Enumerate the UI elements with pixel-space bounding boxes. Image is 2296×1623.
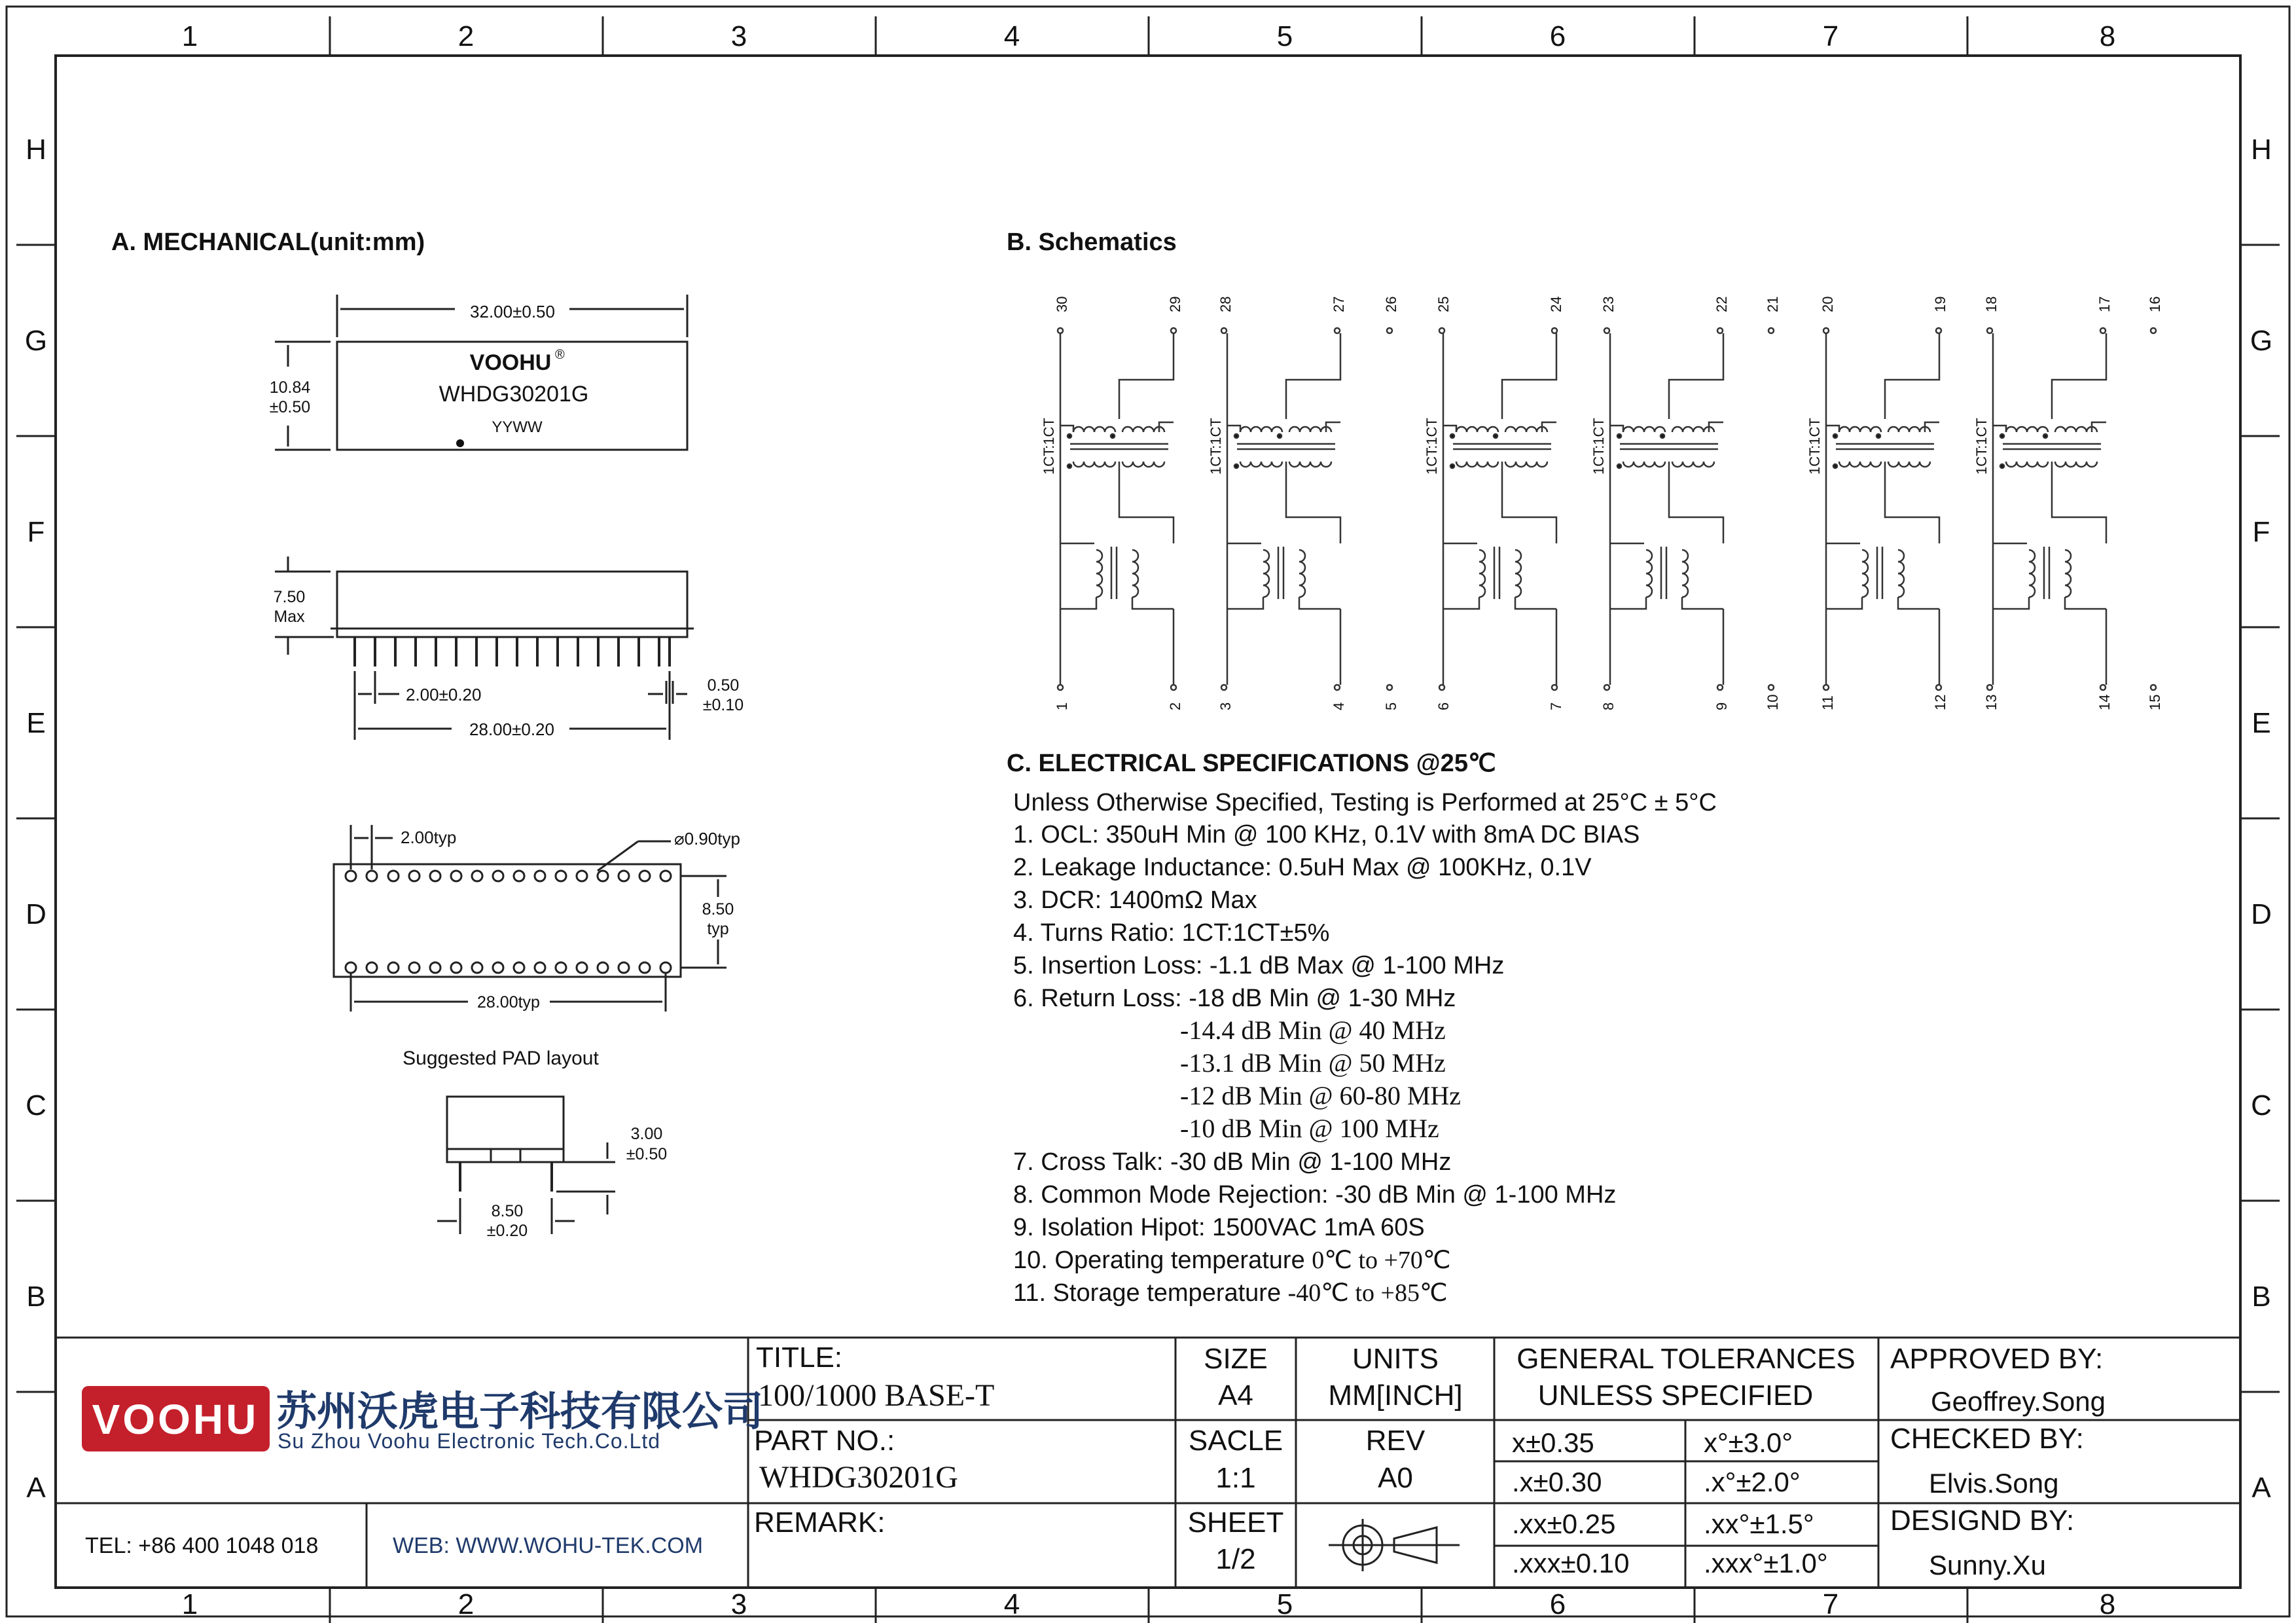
row-label-left: B	[26, 1281, 46, 1313]
body-brand: VOOHU	[469, 350, 552, 375]
row-label-right: C	[2251, 1089, 2272, 1122]
electrical-section	[1007, 750, 1717, 1307]
top-pin-label: 27	[1331, 296, 1347, 312]
zone-labels	[25, 20, 2272, 1620]
electrical-intro: Unless Otherwise Specified, Testing is Performed at 25°C ± 5°C	[1013, 789, 1717, 816]
logo-text: VOOHU	[92, 1396, 259, 1443]
designed-label: DESIGND BY:	[1890, 1504, 2075, 1537]
bottom-pin-label: 7	[1548, 702, 1564, 710]
turns-ratio-label: 1CT:1CT	[1041, 418, 1057, 475]
body-datecode: YYWW	[492, 418, 543, 436]
turns-ratio-label: 1CT:1CT	[1590, 418, 1607, 475]
row-label-right: H	[2251, 134, 2272, 166]
top-pin-label: 18	[1983, 296, 2000, 312]
rev-value: A0	[1378, 1462, 1413, 1494]
top-pin-label: 24	[1548, 296, 1564, 312]
spec-line: -10 dB Min @ 100 MHz	[1180, 1114, 1439, 1143]
dim-body-length: 32.00±0.50	[470, 302, 555, 321]
schematics-heading: B. Schematics	[1007, 228, 1177, 256]
units-label: UNITS	[1352, 1343, 1439, 1375]
dim-pin-length-tol: ±0.50	[626, 1145, 668, 1163]
title-label: TITLE:	[756, 1341, 843, 1374]
mechanical-heading: A. MECHANICAL(unit:mm)	[111, 228, 425, 256]
units-value: MM[INCH]	[1328, 1379, 1463, 1412]
col-label-bottom: 1	[181, 1588, 198, 1620]
size-label: SIZE	[1204, 1343, 1268, 1375]
schematic-pin-labels	[1041, 297, 2163, 710]
col-label-top: 5	[1276, 20, 1293, 52]
dim-height-max: Max	[274, 608, 305, 626]
spec-line: 5. Insertion Loss: -1.1 dB Max @ 1-100 MHz	[1013, 952, 1505, 979]
turns-ratio-label: 1CT:1CT	[1806, 418, 1823, 475]
pad-layout-caption: Suggested PAD layout	[403, 1048, 599, 1069]
bottom-pin-label: 9	[1713, 702, 1730, 710]
spec-line: -14.4 dB Min @ 40 MHz	[1180, 1015, 1446, 1045]
tolerances-sublabel: UNLESS SPECIFIED	[1537, 1379, 1814, 1412]
dim-pad-span: 28.00typ	[477, 993, 540, 1012]
projection-symbol-icon	[1329, 1519, 1460, 1571]
body-reg-mark: ®	[555, 348, 565, 362]
part-label: PART NO.:	[754, 1425, 895, 1457]
row-label-right: D	[2251, 898, 2272, 930]
spec-line-range: 0℃ to +70℃	[1312, 1247, 1451, 1274]
bottom-pin-label: 4	[1331, 702, 1347, 710]
dim-pin-width: 0.50	[707, 676, 740, 695]
col-label-top: 7	[1822, 20, 1839, 52]
bottom-pin-label: 13	[1983, 694, 2000, 710]
col-label-top: 4	[1003, 20, 1020, 52]
turns-ratio-label: 1CT:1CT	[1424, 418, 1440, 475]
spec-line	[1013, 1247, 1451, 1274]
bottom-pin-label: 3	[1217, 702, 1234, 710]
top-pin-label: 28	[1217, 296, 1234, 312]
schematic-wiring	[1058, 328, 2156, 690]
tolerance-linear: .xxx±0.10	[1512, 1548, 1630, 1578]
spec-line: 2. Leakage Inductance: 0.5uH Max @ 100KHz, 0.1V	[1013, 854, 1592, 881]
part-value: WHDG30201G	[759, 1460, 958, 1495]
bottom-pin-label: 8	[1600, 702, 1617, 710]
spec-line: 1. OCL: 350uH Min @ 100 KHz, 0.1V with 8mA DC BIAS	[1013, 821, 1640, 848]
spec-line: 9. Isolation Hipot: 1500VAC 1mA 60S	[1013, 1214, 1425, 1241]
col-label-bottom: 7	[1822, 1588, 1839, 1620]
row-label-right: B	[2251, 1281, 2271, 1313]
tolerance-linear: x±0.35	[1512, 1427, 1594, 1458]
scale-label: SACLE	[1188, 1425, 1283, 1457]
top-pin-label: 22	[1713, 296, 1730, 312]
col-label-top: 1	[181, 20, 198, 52]
col-label-bottom: 4	[1003, 1588, 1020, 1620]
spec-line	[1013, 1279, 1448, 1307]
tolerance-linear: .x±0.30	[1512, 1467, 1602, 1497]
col-label-top: 8	[2099, 20, 2116, 52]
spec-line-range: -40℃ to +85℃	[1287, 1279, 1448, 1307]
tolerance-angular: x°±3.0°	[1704, 1427, 1793, 1458]
row-label-right: A	[2251, 1472, 2271, 1504]
dim-body-width-tol: ±0.50	[269, 398, 311, 416]
turns-ratio-label: 1CT:1CT	[1208, 418, 1224, 475]
pad-layout	[334, 825, 729, 1012]
top-pin-label: 30	[1054, 296, 1070, 312]
dim-end-width-tol: ±0.20	[486, 1222, 528, 1240]
row-label-left: G	[24, 325, 48, 357]
checked-value: Elvis.Song	[1929, 1468, 2059, 1499]
company-name-cn: 苏州沃虎电子科技有限公司	[276, 1387, 764, 1435]
col-label-bottom: 5	[1276, 1588, 1293, 1620]
size-value: A4	[1218, 1379, 1253, 1412]
title-block-grid	[56, 1338, 2240, 1588]
top-pin-label: 20	[1820, 296, 1836, 312]
turns-ratio-label: 1CT:1CT	[1973, 418, 1990, 475]
electrical-heading: C. ELECTRICAL SPECIFICATIONS @25℃	[1007, 750, 1496, 777]
pad-holes	[346, 871, 671, 973]
col-label-bottom: 3	[730, 1588, 747, 1620]
spec-line-label: 10. Operating temperature	[1013, 1247, 1312, 1274]
bottom-pin-label: 14	[2096, 694, 2113, 710]
bottom-pin-label: 11	[1820, 695, 1836, 710]
bottom-pin-label: 2	[1167, 702, 1183, 710]
col-label-bottom: 8	[2099, 1588, 2116, 1620]
dim-height: 7.50	[273, 588, 306, 606]
bottom-pin-label: 1	[1054, 702, 1070, 710]
row-label-right: G	[2250, 325, 2273, 357]
col-label-top: 3	[730, 20, 747, 52]
top-pin-label: 29	[1167, 296, 1183, 312]
spec-line: 6. Return Loss: -18 dB Min @ 1-30 MHz	[1013, 985, 1456, 1012]
top-pin-label: 25	[1435, 296, 1452, 312]
dim-end-width: 8.50	[491, 1202, 524, 1220]
top-pin-label: 26	[1383, 296, 1399, 312]
spec-line: -12 dB Min @ 60-80 MHz	[1180, 1081, 1462, 1110]
company-web: WEB: WWW.WOHU-TEK.COM	[393, 1533, 704, 1558]
top-pin-label: 23	[1600, 296, 1617, 312]
row-label-left: E	[26, 707, 46, 739]
top-pin-label: 19	[1932, 296, 1948, 312]
top-pin-label: 17	[2096, 296, 2113, 312]
tolerance-angular: .xxx°±1.0°	[1704, 1548, 1828, 1578]
bottom-pin-label: 5	[1383, 702, 1399, 710]
row-label-right: E	[2251, 707, 2271, 739]
top-pin-label: 21	[1765, 296, 1781, 312]
row-label-left: H	[26, 134, 46, 166]
row-label-left: F	[27, 516, 45, 548]
body-part-number: WHDG30201G	[439, 382, 589, 407]
tolerance-linear: .xx±0.25	[1512, 1508, 1616, 1539]
col-label-top: 6	[1549, 20, 1566, 52]
dim-pin-length: 3.00	[630, 1125, 663, 1143]
zone-ticks	[16, 16, 2280, 1623]
spec-line: 7. Cross Talk: -30 dB Min @ 1-100 MHz	[1013, 1148, 1452, 1176]
dim-pad-diameter: ⌀0.90typ	[674, 829, 740, 848]
col-label-bottom: 2	[457, 1588, 475, 1620]
side-view	[275, 556, 694, 740]
row-label-left: A	[26, 1472, 46, 1504]
sheet-label: SHEET	[1187, 1506, 1284, 1539]
col-label-bottom: 6	[1549, 1588, 1566, 1620]
row-label-left: C	[26, 1089, 46, 1122]
remark-label: REMARK:	[754, 1506, 886, 1539]
company-tel: TEL: +86 400 1048 018	[85, 1533, 319, 1558]
checked-label: CHECKED BY:	[1890, 1423, 2084, 1455]
dim-pin-pitch: 2.00±0.20	[406, 685, 482, 704]
dim-pin-width-tol: ±0.10	[702, 696, 744, 714]
dim-pin-span: 28.00±0.20	[469, 720, 554, 739]
col-label-top: 2	[457, 20, 475, 52]
rev-label: REV	[1365, 1425, 1426, 1457]
pin1-dot	[456, 439, 464, 447]
bottom-pin-label: 12	[1932, 694, 1948, 710]
approved-label: APPROVED BY:	[1890, 1343, 2104, 1375]
row-label-left: D	[26, 898, 46, 930]
dim-pad-row: 8.50	[702, 900, 734, 919]
bottom-pin-label: 10	[1765, 694, 1781, 710]
bottom-pin-label: 6	[1435, 702, 1452, 710]
tolerance-angular: .xx°±1.5°	[1704, 1508, 1814, 1539]
spec-line: 4. Turns Ratio: 1CT:1CT±5%	[1013, 919, 1330, 947]
tolerances-label: GENERAL TOLERANCES	[1516, 1343, 1856, 1375]
row-label-right: F	[2252, 516, 2270, 548]
bottom-pin-label: 15	[2147, 694, 2163, 710]
tolerance-angular: .x°±2.0°	[1704, 1467, 1801, 1497]
dim-pad-row-typ: typ	[707, 920, 729, 938]
top-pin-label: 16	[2147, 296, 2163, 312]
dim-pad-pitch: 2.00typ	[401, 828, 457, 847]
company-name-en: Su Zhou Voohu Electronic Tech.Co.Ltd	[278, 1429, 661, 1453]
scale-value: 1:1	[1215, 1462, 1256, 1494]
spec-line: -13.1 dB Min @ 50 MHz	[1180, 1048, 1446, 1078]
spec-line-label: 11. Storage temperature	[1013, 1279, 1288, 1307]
title-value: 100/1000 BASE-T	[758, 1378, 995, 1413]
designed-value: Sunny.Xu	[1929, 1550, 2047, 1580]
approved-value: Geoffrey.Song	[1931, 1386, 2106, 1417]
spec-line: 8. Common Mode Rejection: -30 dB Min @ 1-100 MHz	[1013, 1181, 1617, 1209]
end-view	[437, 1097, 615, 1234]
sheet-value: 1/2	[1215, 1543, 1256, 1575]
spec-line: 3. DCR: 1400mΩ Max	[1013, 886, 1257, 914]
dim-body-width: 10.84	[269, 378, 311, 397]
